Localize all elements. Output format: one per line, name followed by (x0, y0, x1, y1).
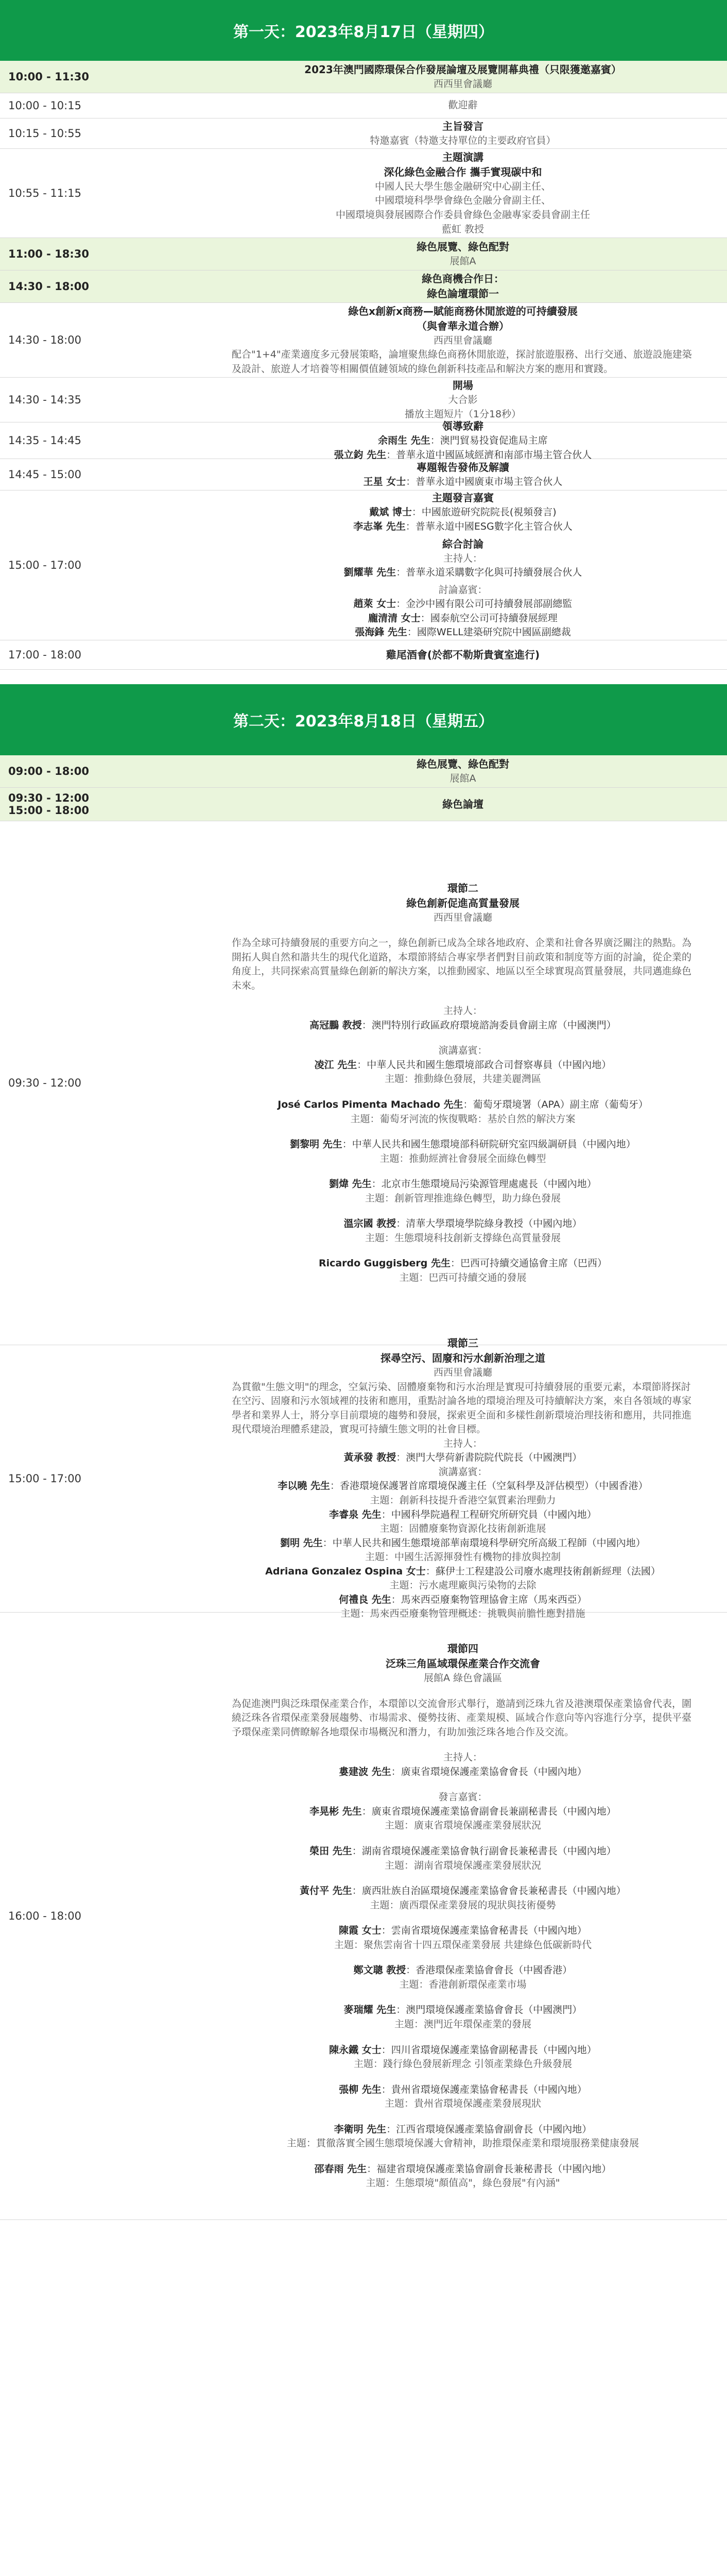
session-subtext: 主題：創新管理推進綠色轉型，助力綠色發展 (365, 1192, 561, 1204)
session-time: 16:00 - 18:00 (8, 1910, 81, 1922)
speaker-line (309, 1844, 616, 1859)
session-subtext: 中國環境科學學會綠色金融分會副主任、 (374, 195, 551, 207)
session-title: 開場 (453, 379, 473, 392)
speaker-title: ：香港環境保護署首席環境保護主任（空氣科學及評估模型）（中國香港） (330, 1480, 648, 1492)
session-subtext: 主題：踐行綠色發展新理念 引領產業綠色升級發展 (353, 2058, 573, 2070)
speaker-title: ：澳門特別行政區政府環境諮詢委員會副主席（中國澳門） (361, 1019, 616, 1031)
session-title: （與會華永道合辦） (417, 319, 509, 332)
agenda-row (0, 61, 727, 93)
session-subtext: 主題：固體廢棄物資源化技術創新進展 (379, 1523, 546, 1535)
session-subtext: 主題：湖南省環境保護產業發展狀況 (384, 1859, 541, 1871)
speaker-line (339, 1765, 587, 1780)
speaker-name: 劉黎明 先生 (290, 1139, 342, 1150)
session-content (211, 490, 727, 640)
speaker-line (344, 2003, 582, 2018)
session-time: 10:55 - 11:15 (8, 187, 81, 199)
speaker-name: 戴斌 博士 (369, 506, 412, 518)
session-subtext: 主題：巴西可持續交通的發展 (399, 1272, 527, 1283)
session-description: 為促進澳門與泛珠環保產業合作，本環節以交流會形式舉行，邀請到泛珠九省及港澳環保產業協會代表，圍繞泛珠各省環保產業發展趨勢、市場需求、優勢技術、產業規模、區域合作意向等內容進行分享，提供平臺予環保產業同儕瞭解各地環保市場概況和潛力，有助加強泛珠各地合作及交流。 (232, 1698, 692, 1738)
speaker-title: ：江西省環境保護產業協會副會長（中國內地） (386, 2123, 592, 2135)
speaker-name: Adriana Gonzalez Ospina 女士 (265, 1565, 426, 1577)
session-title: 主題演講 (442, 150, 483, 163)
session-subtext: 主持人： (443, 1752, 482, 1764)
session-subtext: 主題：生態環境"顏值高"，綠色發展"有內涵" (366, 2177, 560, 2189)
agenda-row (0, 378, 727, 422)
session-subtext: 主持人： (443, 1437, 482, 1449)
session-time: 14:30 - 14:35 (8, 394, 81, 406)
speaker-name: 李晃彬 先生 (309, 1805, 362, 1817)
agenda-row (0, 788, 727, 821)
session-subtext: 主題：廣東省環境保護產業發展狀況 (384, 1820, 541, 1832)
session-title: 綠色論壇環節一 (427, 287, 499, 300)
session-title: 綜合討論 (442, 537, 483, 550)
speaker-line (329, 1177, 597, 1192)
speaker-title: ：中華人民共和國生態環境部政合司督察專員（中國內地） (357, 1059, 612, 1071)
day1-title: 第一天：2023年8月17日（星期四） (233, 23, 494, 41)
agenda-row (0, 821, 727, 1345)
session-title: 環節二 (447, 882, 478, 894)
session-time: 09:30 - 12:00 (8, 1077, 81, 1089)
speaker-line (378, 434, 548, 448)
speaker-name: 李衛明 先生 (334, 2123, 387, 2135)
speaker-name: 李志峯 先生 (353, 520, 406, 532)
session-description: 配合"1+4"產業適度多元發展策略，論壇聚焦綠色商務休閒旅遊，探討旅遊服務、出行交通、旅遊設施建築及設計、旅遊人才培養等相關價值鏈領域的綠色創新科技產品和解決方案的應用和實踐。 (232, 349, 692, 375)
day1-section (0, 0, 727, 670)
session-subtext: 演講嘉賓： (438, 1045, 488, 1057)
session-subtext: 展館A 綠色會議區 (423, 1672, 503, 1684)
session-title: 主題發言嘉賓 (432, 492, 494, 504)
session-title: 環節三 (447, 1337, 478, 1350)
session-title: 專題報告發佈及解讀 (417, 461, 509, 473)
agenda-row (0, 149, 727, 238)
session-subtext: 主題：推動經濟社會發展全面綠色轉型 (379, 1153, 546, 1164)
session-content (211, 821, 727, 1345)
speaker-title: ：北京市生態環境局污染源管理處處長（中國內地） (371, 1178, 597, 1190)
agenda-row (0, 640, 727, 670)
speaker-title: ：中國科學院過程工程研究所研究員（中國內地） (381, 1509, 597, 1520)
speaker-name: 榮田 先生 (309, 1845, 352, 1857)
speaker-title: ：金沙中國有限公司可持續發展部副總監 (396, 598, 573, 610)
session-content (211, 419, 727, 461)
session-time: 15:00 - 17:00 (8, 559, 81, 571)
speaker-line (315, 1058, 612, 1073)
session-title: 綠色x創新x商務—賦能商務休閒旅遊的可持續發展 (348, 304, 578, 317)
session-subtext: 發言嘉賓： (438, 1791, 488, 1803)
speaker-line (315, 2162, 612, 2177)
speaker-title: ：國際WELL建築研究院中國區副總裁 (407, 626, 571, 638)
speaker-title: ：馬來西亞廢棄物管理協會主席（馬來西亞） (391, 1594, 587, 1605)
session-content (211, 755, 727, 787)
session-subtext: 主題：澳門近年環保產業的發展 (394, 2018, 531, 2030)
speaker-line (329, 2043, 597, 2058)
session-title: 深化綠色金融合作 攜手實現碳中和 (384, 165, 542, 178)
day1-rows (0, 61, 727, 670)
session-description: 作為全球可持續發展的重要方向之一，綠色創新已成為全球各地政府、企業和社會各界廣泛關注的熱點。為開拓人與自然和諧共生的現代化道路，本環節將結合專家學者們對目前政策和制度等方面的討論，從企業的角度上，共同探索高質量綠色創新的解決方案，以推動國家、地區以至全球實現高質量發展，共同邁進綠色未來。 (232, 937, 692, 991)
speaker-name: 邵春雨 先生 (314, 2163, 367, 2175)
speaker-title: ：普華永道中國廣東市場主管合伙人 (406, 476, 563, 487)
speaker-title: ：香港環保產業協會會長（中國香港） (406, 1964, 573, 1976)
session-subtext: 特邀嘉賓（特邀支持單位的主要政府官員） (370, 134, 556, 146)
session-title: 雞尾酒會(於都不勒斯貴賓室進行) (386, 648, 540, 661)
session-subtext: 中國環境與發展國際合作委員會綠色金融專家委員會副主任 (335, 209, 590, 221)
speaker-line (339, 2083, 587, 2097)
speaker-line (309, 1019, 616, 1033)
speaker-line (334, 2123, 592, 2137)
session-description: 為貫徹"生態文明"的理念，空氣污染、固體廢棄物和污水治理是實現可持續發展的重要元素，本環節將探討在空污、固廢和污水領域裡的技術和應用，重點討論各地的環境治理及可持續解決方案，來自各領域的專家學者和業界人士，將分享目前環境的趨勢和發展，探索更全面和多樣性創新環境治理技術和應用，共同推進現代環境治理體系建設，實現可持續生態文明的社會目標。 (232, 1381, 692, 1435)
agenda-row (0, 270, 727, 303)
session-subtext: 西西里會議廳 (433, 911, 492, 923)
speaker-line (280, 1536, 646, 1551)
session-title: 環節四 (447, 1642, 478, 1655)
speaker-title: ：普華永道中國ESG數字化主管合伙人 (405, 520, 573, 532)
agenda-row (0, 1337, 727, 1620)
session-content (211, 118, 727, 148)
speaker-title: ：廣東省環境保護產業協會會長（中國內地） (391, 1766, 587, 1777)
speaker-title: ：澳門貿易投資促進局主席 (430, 434, 548, 446)
session-subtext: 演講嘉賓： (438, 1466, 488, 1478)
session-subtext: 主題：葡萄牙河流的恢復戰略：基於自然的解決方案 (350, 1113, 576, 1125)
speaker-name: 陳霞 女士 (339, 1925, 382, 1937)
session-subtext: 西西里會議廳 (433, 78, 492, 90)
agenda-row (0, 419, 727, 461)
speaker-name: 劉明 先生 (280, 1537, 323, 1549)
day2-rows (0, 755, 727, 2220)
session-content (211, 378, 727, 422)
session-time: 14:45 - 15:00 (8, 468, 81, 481)
session-subtext: 主題：貫徹落實全國生態環境保護大會精神，助推環保產業和環境服務業健康發展 (286, 2138, 639, 2149)
speaker-line (355, 625, 571, 640)
agenda-row (0, 118, 727, 149)
session-title: 2023年澳門國際環保合作發展論壇及展覽開幕典禮（只限獲邀嘉賓） (304, 63, 621, 76)
session-title: 主旨發言 (442, 120, 483, 132)
session-subtext: 主題：污水處理廠與污染物的去除 (389, 1580, 536, 1591)
speaker-line (354, 1963, 573, 1978)
agenda-row (0, 93, 727, 118)
agenda-row (0, 303, 727, 378)
speaker-title: ：貴州省環境保護產業協會秘書長（中國內地） (381, 2083, 587, 2095)
session-title: 綠色展覽、綠色配對 (417, 757, 509, 770)
speaker-title: ：廣東省環境保護產業協會副會長兼副秘書長（中國內地） (361, 1805, 616, 1817)
speaker-name: 黃承發 教授 (343, 1452, 396, 1464)
session-subtext: 主題：香港創新環保產業市場 (399, 1978, 527, 1990)
session-content (211, 303, 727, 377)
session-subtext: 中國人民大學生態金融研究中心副主任、 (374, 180, 551, 192)
session-subtext: 展館A (449, 255, 476, 267)
speaker-name: Ricardo Guggisberg 先生 (318, 1258, 451, 1269)
session-subtext: 主持人： (443, 552, 482, 564)
speaker-name: 何禮良 先生 (339, 1594, 391, 1605)
session-title: 綠色論壇 (442, 798, 483, 810)
session-subtext: 主題：創新科技提升香港空氣質素治理動力 (370, 1495, 556, 1506)
speaker-name: 張海鋒 先生 (355, 626, 407, 638)
speaker-title: ：普華永道采購數字化與可持續發展合伙人 (396, 567, 582, 579)
speaker-title: ：中國旅遊研究院院長(視頻發言) (411, 506, 557, 518)
speaker-title: ：中華人民共和國生態環境部科研院研究室四級調研員（中國內地） (342, 1139, 636, 1150)
speaker-name: 鄭文聰 教授 (353, 1964, 406, 1976)
session-title: 探尋空污、固廢和污水創新治理之道 (380, 1352, 545, 1365)
session-time: 10:00 - 10:15 (8, 99, 81, 112)
speaker-line (344, 1217, 582, 1231)
day2-title: 第二天：2023年8月18日（星期五） (233, 713, 494, 731)
session-content (211, 238, 727, 270)
speaker-line (339, 1924, 587, 1938)
session-subtext: 主題：推動綠色發展，共建美麗灣區 (384, 1073, 541, 1085)
speaker-title: ：雲南省環境保護產業協會秘書長（中國內地） (381, 1925, 587, 1937)
session-subtext: 西西里會議廳 (433, 1367, 492, 1379)
speaker-line (300, 1884, 626, 1899)
speaker-name: 張柳 先生 (339, 2083, 382, 2095)
session-time: 09:30 - 12:00 15:00 - 18:00 (8, 792, 90, 817)
session-subtext: 主題：中國生活源揮發性有機物的排放與控制 (365, 1551, 561, 1563)
session-time: 10:00 - 11:30 (8, 71, 90, 83)
day1-header (0, 0, 727, 61)
session-time: 14:30 - 18:00 (8, 334, 81, 346)
session-content (211, 1613, 727, 2219)
speaker-title: ：巴西可持續交通協會主席（巴西） (451, 1258, 608, 1269)
speaker-name: 劉耀華 先生 (343, 567, 396, 579)
session-content (211, 640, 727, 669)
session-subtext: 展館A (449, 772, 476, 784)
speaker-line (363, 475, 563, 489)
agenda-row (0, 755, 727, 788)
speaker-name: 龐清清 女士 (368, 612, 421, 624)
session-time: 09:00 - 18:00 (8, 765, 90, 777)
session-content (211, 270, 727, 302)
session-content (211, 93, 727, 118)
session-subtext: 歡迎辭 (448, 99, 478, 111)
session-content (211, 1337, 727, 1620)
speaker-line (329, 1508, 597, 1522)
speaker-title: ：蘇伊士工程建設公司廢水處理技術創新經理（法國） (425, 1565, 661, 1577)
session-content (211, 459, 727, 490)
speaker-name: 王星 女士 (363, 476, 406, 487)
session-time: 10:15 - 10:55 (8, 127, 81, 140)
session-time: 11:00 - 18:30 (8, 248, 90, 260)
session-subtext: 主題：聚焦雲南省十四五環保產業發展 共建綠色低碳新時代 (334, 1939, 592, 1951)
agenda-row (0, 490, 727, 640)
speaker-name: José Carlos Pimenta Machado 先生 (278, 1099, 463, 1110)
speaker-title: ：廣西壯族自治區環境保護產業協會會長兼秘書長（中國內地） (352, 1885, 626, 1897)
session-subtext: 主題：貴州省環境保護產業發展現狀 (384, 2098, 541, 2110)
speaker-line (354, 597, 573, 612)
speaker-title: ：湖南省環境保護產業協會執行副會長兼秘書長（中國內地） (352, 1845, 616, 1857)
speaker-line (353, 520, 572, 534)
session-content (211, 788, 727, 821)
speaker-name: 麥瑞耀 先生 (343, 2004, 396, 2016)
speaker-name: 婁建波 先生 (339, 1766, 391, 1777)
agenda-row (0, 459, 727, 490)
speaker-name: 陳永鐵 女士 (329, 2044, 382, 2056)
speaker-title: ：四川省環境保護產業協會副秘書長（中國內地） (381, 2044, 597, 2056)
speaker-title: ：福建省環境保護產業協會副會長兼秘書長（中國內地） (367, 2163, 612, 2175)
speaker-title: ：清華大學環境學院綠身教授（中國內地） (396, 1218, 582, 1230)
speaker-name: 李以曉 先生 (278, 1480, 331, 1492)
session-content (211, 149, 727, 238)
session-title: 領導致辭 (442, 419, 483, 432)
speaker-name: 劉煒 先生 (329, 1178, 372, 1190)
session-title: 泛珠三角區域環保產業合作交流會 (386, 1657, 540, 1670)
session-subtext: 主題：馬來西亞廢棄物管理概述：挑戰與前膽性應對措施 (340, 1608, 585, 1620)
speaker-line (309, 1805, 616, 1819)
agenda-row (0, 238, 727, 270)
speaker-name: 溫宗國 教授 (343, 1218, 396, 1230)
speaker-line (344, 566, 582, 580)
speaker-title: ：普華永道中國區域經濟和南部市場主管合伙人 (386, 449, 592, 461)
speaker-title: ：國泰航空公司可持續發展經理 (420, 612, 558, 624)
speaker-title: ：澳門大學荷新書院院代院長（中國澳門） (396, 1452, 582, 1464)
day2-header (0, 684, 727, 755)
session-subtext: 主持人： (443, 1005, 482, 1017)
day2-section (0, 684, 727, 2220)
session-title: 綠色創新促進高質量發展 (406, 896, 520, 909)
session-title: 綠色商機合作日： (422, 273, 504, 285)
speaker-line (344, 1451, 582, 1465)
speaker-title: ：中華人民共和國生態環境部華南環境科學研究所高級工程師（中國內地） (322, 1537, 646, 1549)
session-subtext: 大合影 (448, 394, 478, 405)
speaker-name: 凌江 先生 (314, 1059, 357, 1071)
speaker-name: 李睿泉 先生 (329, 1509, 382, 1520)
session-subtext: 藍虹 教授 (441, 223, 484, 235)
session-subtext: 主題：生態環境科技創新支撐綠色高質量發展 (365, 1232, 561, 1244)
speaker-name: 余雨生 先生 (378, 434, 430, 446)
speaker-title: ：葡萄牙環境署（APA）副主席（葡萄牙） (463, 1099, 648, 1110)
session-title: 綠色展覽、綠色配對 (417, 240, 509, 253)
session-time: 14:35 - 14:45 (8, 434, 81, 447)
speaker-line (278, 1098, 648, 1112)
session-content (211, 61, 727, 93)
session-subtext: 主題：廣西環保產業發展的現狀與技術優勢 (370, 1899, 556, 1911)
session-time: 14:30 - 18:00 (8, 280, 90, 293)
speaker-line (290, 1138, 636, 1152)
session-subtext: 播放主題短片（1分18秒） (404, 408, 522, 420)
session-subtext: 西西里會議廳 (433, 334, 492, 346)
speaker-line (369, 505, 556, 520)
speaker-line (368, 612, 558, 626)
agenda-row (0, 1613, 727, 2220)
session-time: 17:00 - 18:00 (8, 649, 81, 661)
speaker-name: 張立鈞 先生 (334, 449, 387, 461)
session-time: 15:00 - 17:00 (8, 1472, 81, 1485)
speaker-line (278, 1479, 648, 1494)
speaker-line (339, 1593, 587, 1607)
session-subtext: 討論嘉賓： (438, 584, 488, 596)
speaker-line (319, 1257, 607, 1271)
speaker-line (265, 1565, 661, 1579)
speaker-title: ：澳門環境保護產業協會會長（中國澳門） (396, 2004, 582, 2016)
speaker-name: 高冠鵬 教授 (309, 1019, 362, 1031)
speaker-name: 黃付平 先生 (300, 1885, 352, 1897)
speaker-name: 趙萊 女士 (353, 598, 396, 610)
